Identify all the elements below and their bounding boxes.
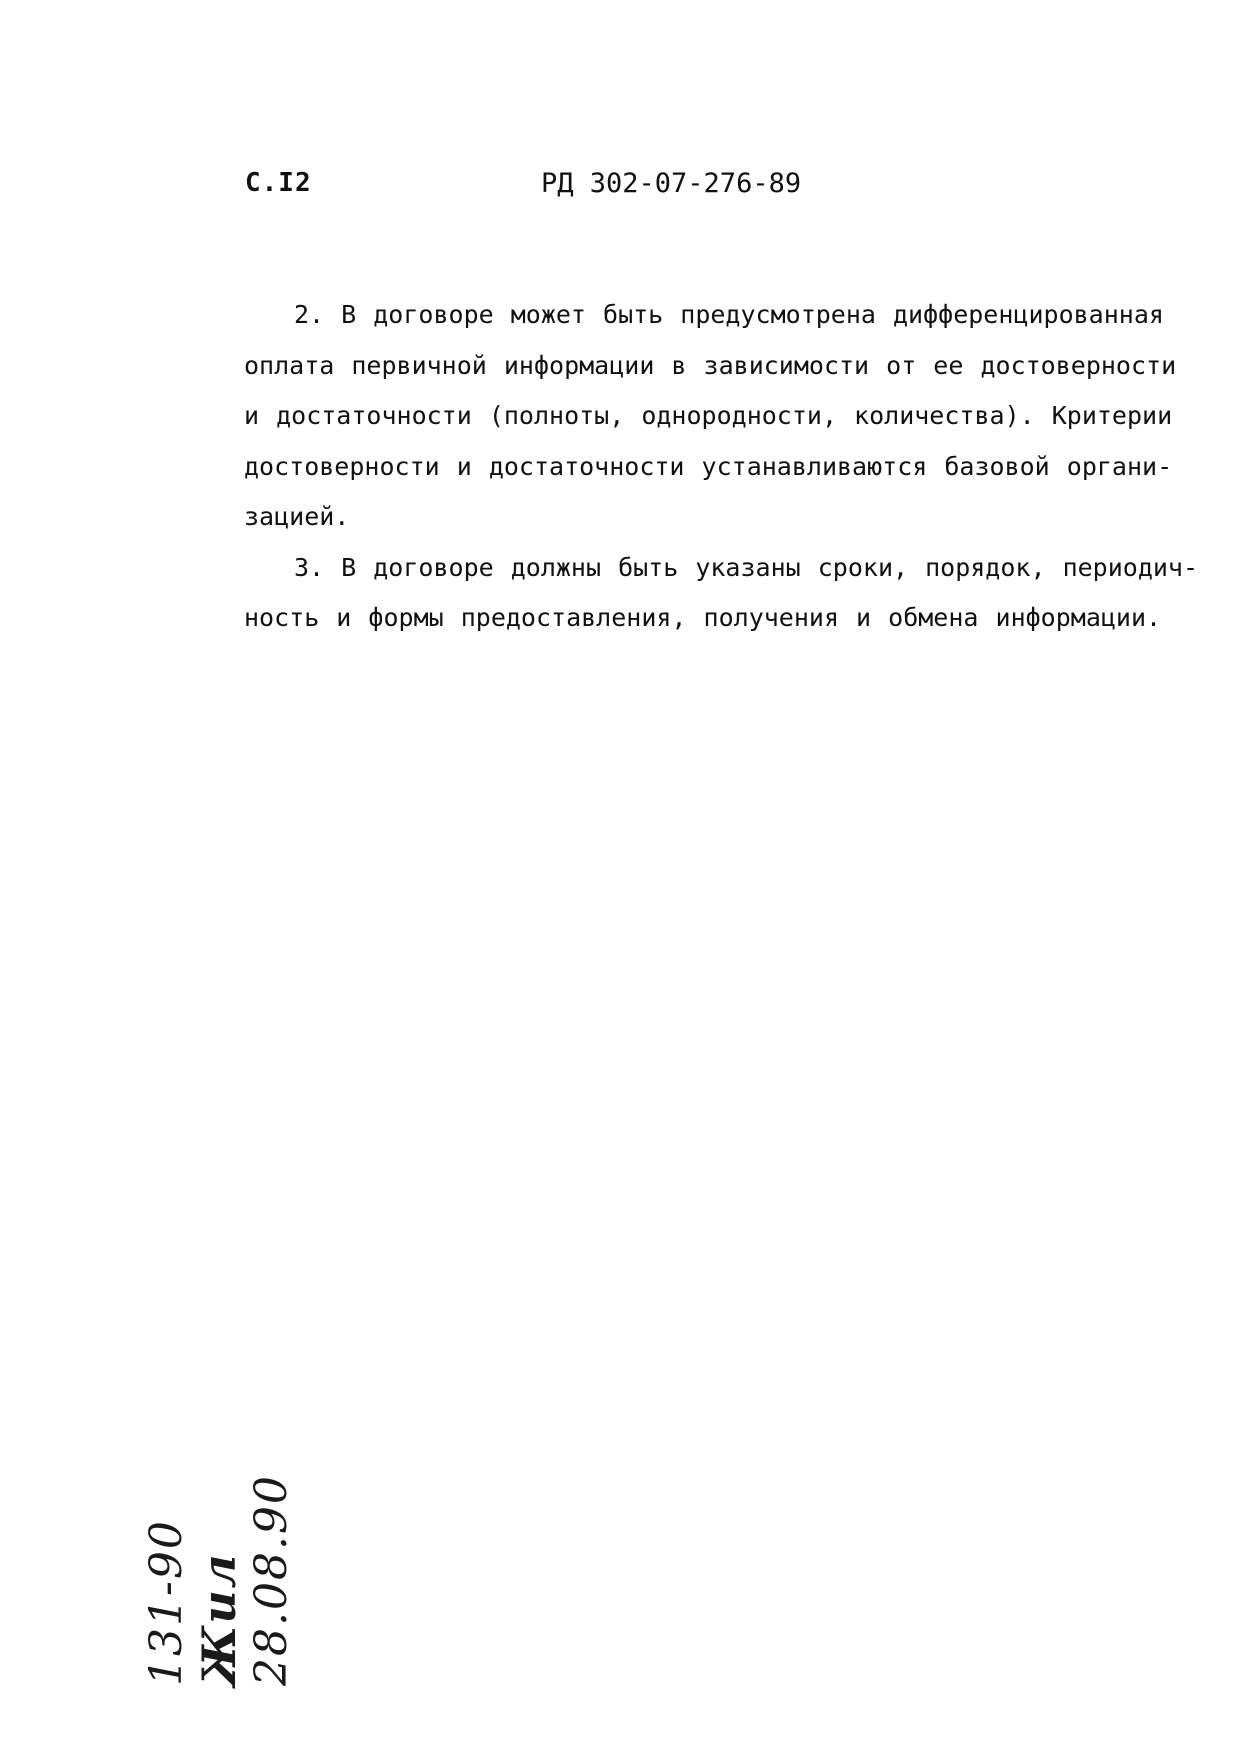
page-number: С.I2	[245, 168, 312, 198]
text-line: зацией.	[244, 502, 350, 531]
text-line: 3. В договоре должны быть указаны сроки, порядок, периодич-	[294, 552, 1199, 582]
handwritten-margin-note	[90, 1430, 297, 1718]
text-line: ность и формы предоставления, получения и обмена информации.	[244, 603, 1162, 632]
text-line: и достаточности (полноты, однородности, количества). Критерии	[244, 401, 1173, 430]
margin-note-date: 28.08.90	[246, 1474, 297, 1687]
margin-note-signature: Жил	[192, 1552, 246, 1687]
text-line: достоверности и достаточности устанавливаются базовой органи-	[244, 451, 1173, 481]
paragraph-2	[244, 290, 1204, 543]
margin-note-number: 131-90	[141, 1519, 192, 1687]
paragraph-3	[244, 543, 1204, 644]
text-line: оплата первичной информации в зависимости от ее достоверности	[244, 350, 1177, 380]
body-text	[244, 290, 1204, 644]
text-line: 2. В договоре может быть предусмотрена дифференцированная	[294, 300, 1164, 329]
page-header	[245, 168, 1145, 208]
document-code: РД 302-07-276-89	[541, 168, 802, 199]
